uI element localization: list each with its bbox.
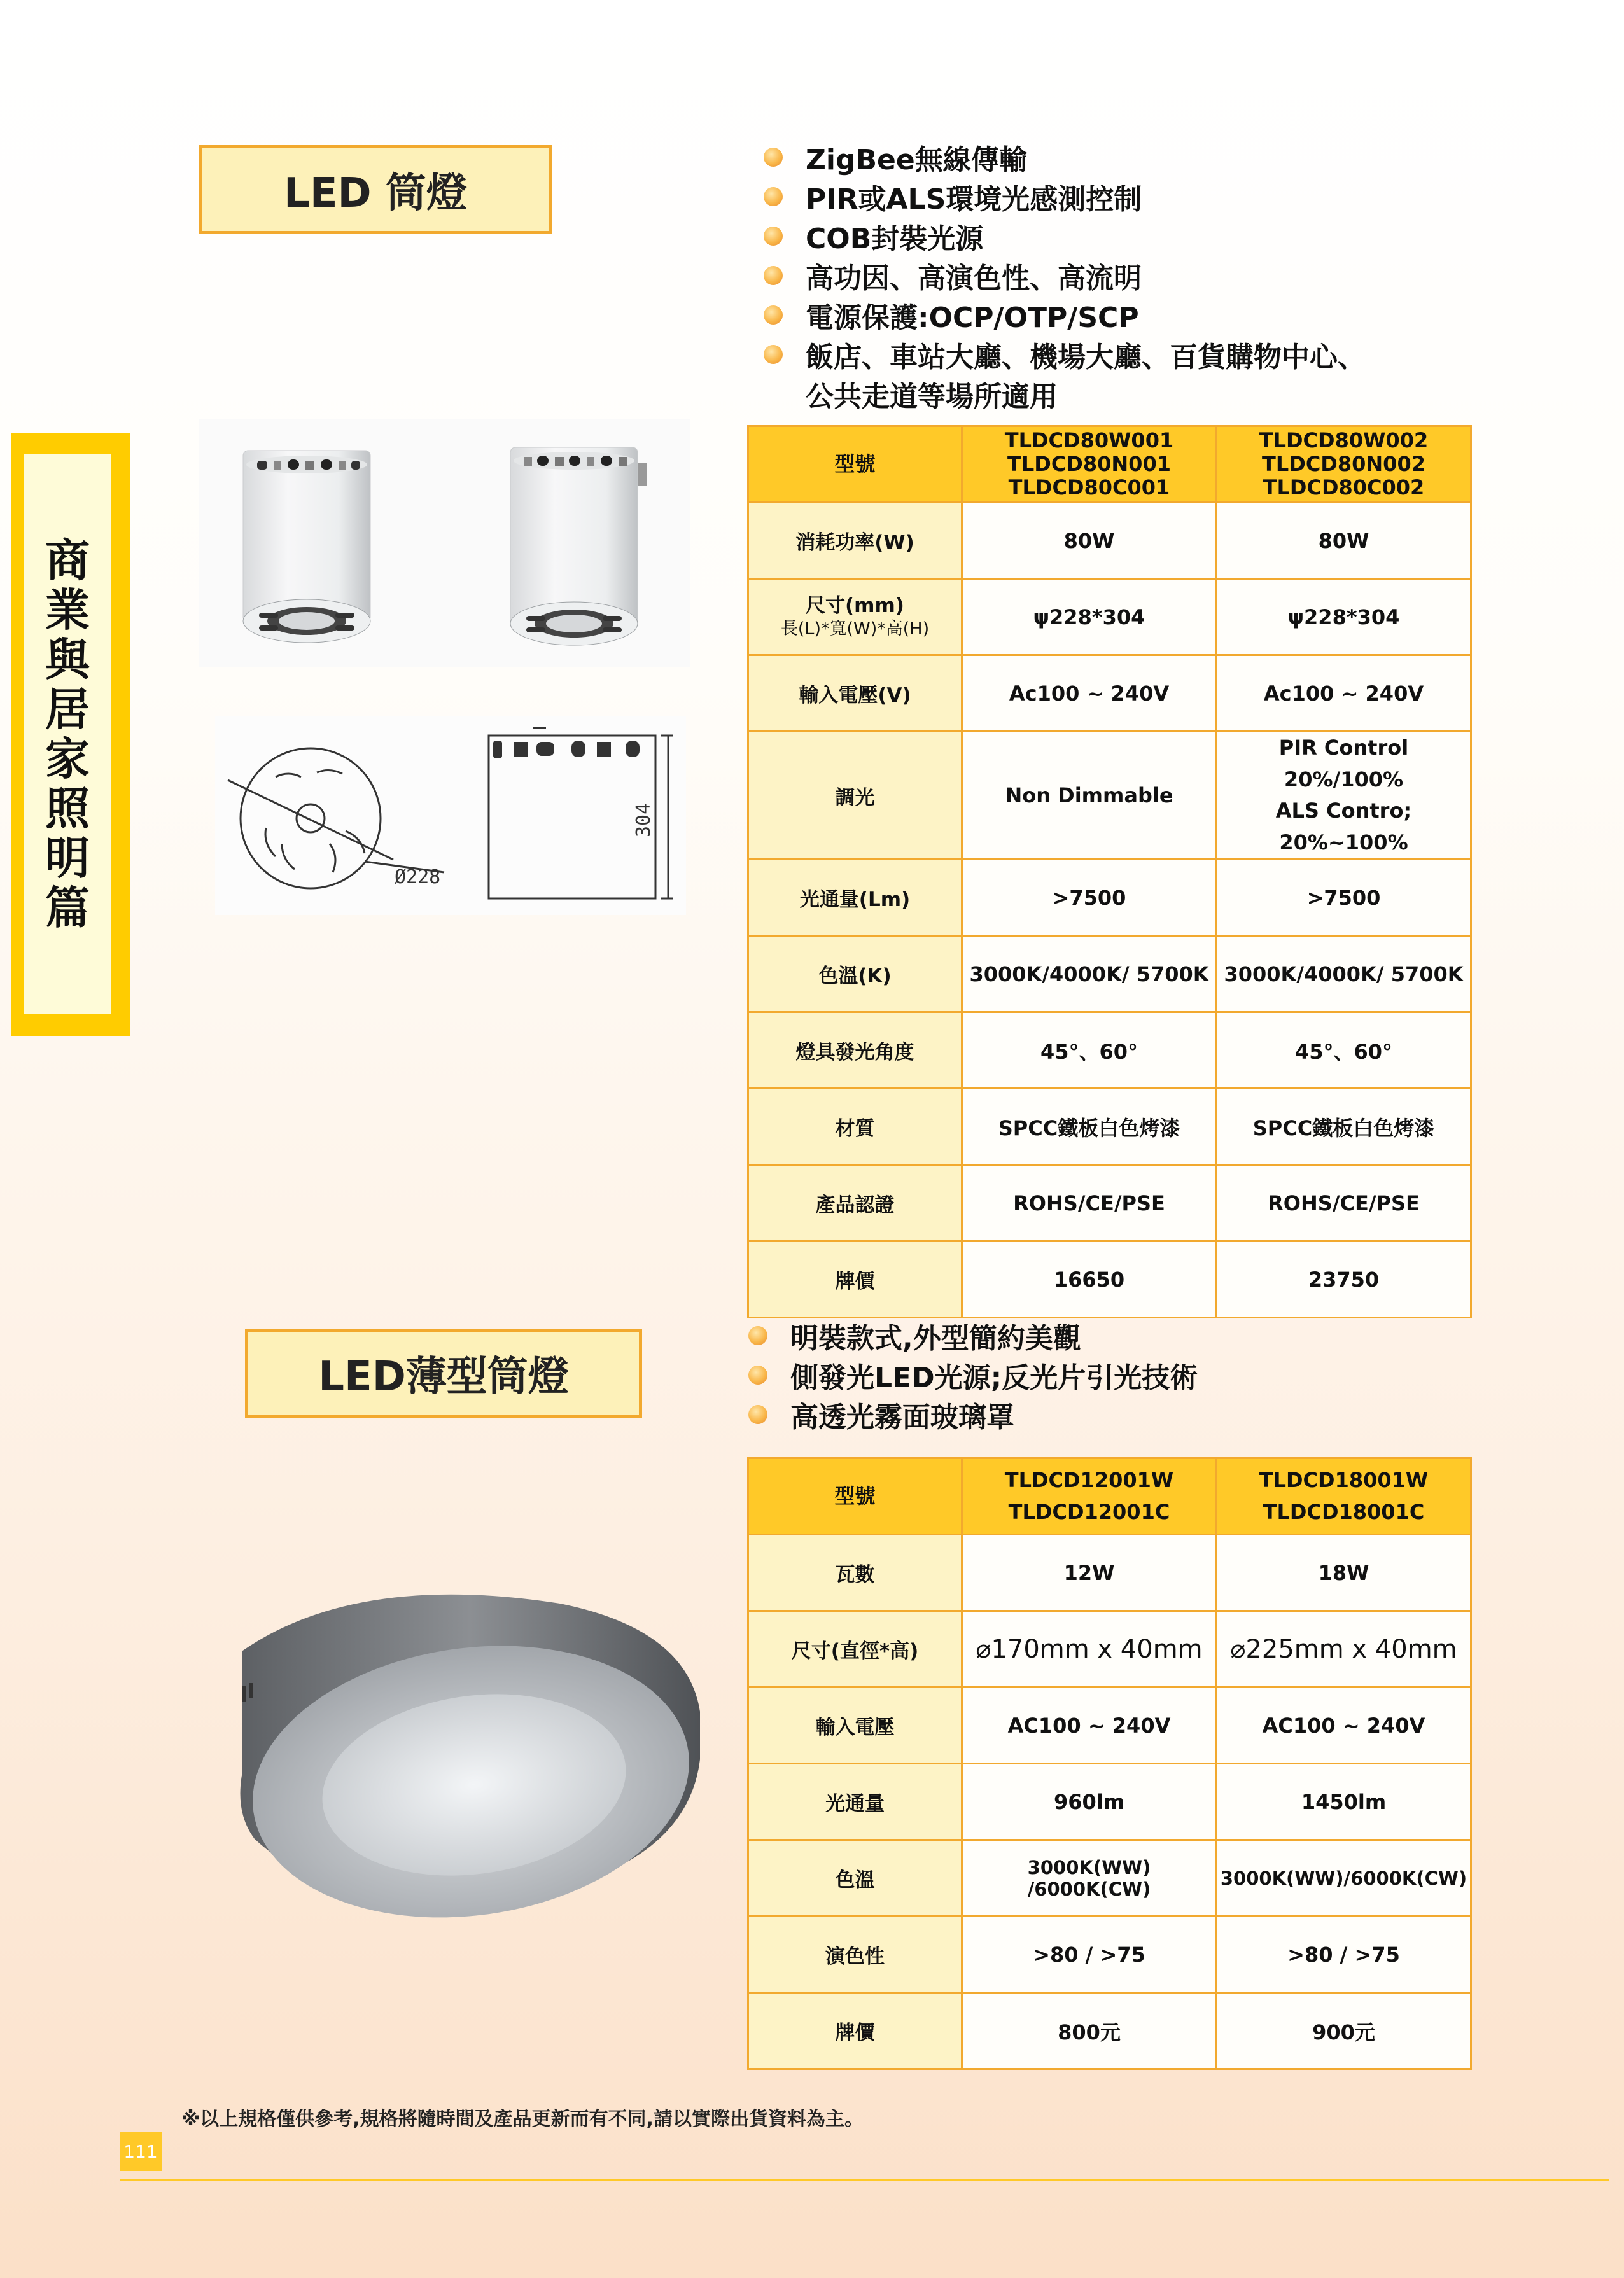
row-label: 色溫(K) <box>748 936 962 1012</box>
height-label: 304 <box>633 802 655 837</box>
table-row <box>748 1089 1471 1165</box>
page-number: 111 <box>120 2132 162 2171</box>
row-label: 色溫 <box>748 1840 962 1917</box>
row-label: 輸入電壓(V) <box>748 655 962 732</box>
cell-value: ψ228*304 <box>1217 579 1471 655</box>
row-label: 光通量 <box>748 1764 962 1840</box>
feature-item: 飯店、車站大廳、機場大廳、百貨購物中心、 <box>764 335 1366 374</box>
row-label: 牌價 <box>748 1993 962 2069</box>
table-row <box>748 1764 1471 1840</box>
cell-value: 3000K(WW)/6000K(CW) <box>1217 1840 1471 1917</box>
header-model-col2: TLDCD18001W TLDCD18001C <box>1217 1458 1471 1535</box>
sidebar-tab <box>11 433 130 1036</box>
table-row <box>748 1241 1471 1318</box>
sidebar-char: 篇 <box>45 881 90 934</box>
table-row <box>748 579 1471 655</box>
cell-value: Ac100 ~ 240V <box>962 655 1217 732</box>
table-row <box>748 1611 1471 1688</box>
bullet-icon <box>748 1326 767 1345</box>
sidebar-char: 商 <box>45 534 90 587</box>
bullet-icon <box>748 1405 767 1424</box>
cell-value: 12W <box>962 1535 1217 1611</box>
table-row <box>748 1688 1471 1764</box>
disclaimer-note: ※以上規格僅供參考,規格將隨時間及產品更新而有不同,請以實際出貨資料為主。 <box>181 2108 864 2130</box>
table-row <box>748 503 1471 579</box>
product-photo-slim-downlight <box>229 1565 713 1928</box>
feature-list <box>764 137 1366 414</box>
row-label: 燈具發光角度 <box>748 1012 962 1089</box>
cell-value: 23750 <box>1217 1241 1471 1318</box>
feature-item: PIR或ALS環境光感測控制 <box>764 177 1366 216</box>
sidebar-char: 家 <box>45 732 90 785</box>
feature-item: 電源保護:OCP/OTP/SCP <box>764 295 1366 335</box>
table-row <box>748 1165 1471 1241</box>
header-model-col2: TLDCD80W002 TLDCD80N002 TLDCD80C002 <box>1217 426 1471 503</box>
cell-value: AC100 ~ 240V <box>1217 1688 1471 1764</box>
header-model-label: 型號 <box>748 426 962 503</box>
table-row <box>748 732 1471 860</box>
cell-value: >7500 <box>962 860 1217 936</box>
table-row <box>748 1535 1471 1611</box>
sidebar-char: 居 <box>45 683 90 736</box>
sidebar-char: 照 <box>45 782 90 835</box>
cell-value: 3000K(WW) /6000K(CW) <box>962 1840 1217 1917</box>
spec-table-slim-downlight <box>747 1457 1472 2070</box>
cell-value: AC100 ~ 240V <box>962 1688 1217 1764</box>
cell-value: 45°、60° <box>962 1012 1217 1089</box>
cell-value: ψ228*304 <box>962 579 1217 655</box>
table-row <box>748 655 1471 732</box>
cell-value: 18W <box>1217 1535 1471 1611</box>
table-header-row <box>748 426 1471 503</box>
feature-item: 側發光LED光源;反光片引光技術 <box>748 1355 1198 1395</box>
row-label: 輸入電壓 <box>748 1688 962 1764</box>
sidebar-label <box>24 454 111 1014</box>
cell-value: Non Dimmable <box>962 732 1217 860</box>
sidebar-char: 業 <box>45 583 90 636</box>
spec-table-downlight <box>747 425 1472 1318</box>
cell-value: 45°、60° <box>1217 1012 1471 1089</box>
sidebar-char: 明 <box>45 832 90 884</box>
cell-value: >80 / >75 <box>1217 1917 1471 1993</box>
cell-value: SPCC鐵板白色烤漆 <box>1217 1089 1471 1165</box>
table-row <box>748 1917 1471 1993</box>
section-title-led-downlight: LED 筒燈 <box>199 145 552 234</box>
feature-list-slim <box>748 1316 1198 1434</box>
footer-divider <box>120 2179 1609 2181</box>
row-label: 光通量(Lm) <box>748 860 962 936</box>
cell-value: 960lm <box>962 1764 1217 1840</box>
cell-value: >80 / >75 <box>962 1917 1217 1993</box>
feature-item: 高功因、高演色性、高流明 <box>764 256 1366 295</box>
feature-item: ZigBee無線傳輸 <box>764 137 1366 177</box>
bullet-icon <box>748 1366 767 1385</box>
technical-drawing <box>215 716 686 915</box>
cell-value: 80W <box>1217 503 1471 579</box>
cell-value: 3000K/4000K/ 5700K <box>962 936 1217 1012</box>
product-photo-downlight <box>199 419 690 667</box>
row-label: 尺寸(直徑*高) <box>748 1611 962 1688</box>
cell-value: 1450lm <box>1217 1764 1471 1840</box>
bullet-icon <box>764 305 783 325</box>
downlight-right-image <box>510 447 647 645</box>
feature-item: 高透光霧面玻璃罩 <box>748 1395 1198 1434</box>
cell-value: 3000K/4000K/ 5700K <box>1217 936 1471 1012</box>
cell-value: ⌀170mm x 40mm <box>962 1611 1217 1688</box>
row-label: 消耗功率(W) <box>748 503 962 579</box>
row-label: 瓦數 <box>748 1535 962 1611</box>
cell-value: ROHS/CE/PSE <box>962 1165 1217 1241</box>
bullet-icon <box>764 266 783 285</box>
cell-value: 16650 <box>962 1241 1217 1318</box>
downlight-left-image <box>243 451 370 643</box>
table-row <box>748 936 1471 1012</box>
row-label: 材質 <box>748 1089 962 1165</box>
bullet-icon <box>764 148 783 167</box>
table-row <box>748 1840 1471 1917</box>
feature-item: COB封裝光源 <box>764 216 1366 256</box>
feature-item: 明裝款式,外型簡約美觀 <box>748 1316 1198 1355</box>
row-label: 牌價 <box>748 1241 962 1318</box>
table-row <box>748 1993 1471 2069</box>
cell-value: ⌀225mm x 40mm <box>1217 1611 1471 1688</box>
bullet-icon <box>764 187 783 206</box>
cell-value: >7500 <box>1217 860 1471 936</box>
header-model-col1: TLDCD80W001 TLDCD80N001 TLDCD80C001 <box>962 426 1217 503</box>
row-label: 產品認證 <box>748 1165 962 1241</box>
table-header-row <box>748 1458 1471 1535</box>
diameter-label: Ø228 <box>395 866 441 888</box>
cell-value: PIR Control 20%/100% ALS Contro; 20%~100% <box>1217 732 1471 860</box>
bullet-icon <box>764 227 783 246</box>
header-model-label: 型號 <box>748 1458 962 1535</box>
row-label: 調光 <box>748 732 962 860</box>
cell-value: 80W <box>962 503 1217 579</box>
section-title-led-slim-downlight: LED薄型筒燈 <box>245 1329 642 1418</box>
cell-value: SPCC鐵板白色烤漆 <box>962 1089 1217 1165</box>
cell-value: Ac100 ~ 240V <box>1217 655 1471 732</box>
sidebar-char: 與 <box>45 633 90 686</box>
header-model-col1: TLDCD12001W TLDCD12001C <box>962 1458 1217 1535</box>
feature-item-continuation: 公共走道等場所適用 <box>806 381 1058 413</box>
cell-value: 800元 <box>962 1993 1217 2069</box>
row-label: 演色性 <box>748 1917 962 1993</box>
row-label: 尺寸(mm) 長(L)*寬(W)*高(H) <box>748 579 962 655</box>
table-row <box>748 860 1471 936</box>
bullet-icon <box>764 345 783 364</box>
cell-value: 900元 <box>1217 1993 1471 2069</box>
cell-value: ROHS/CE/PSE <box>1217 1165 1471 1241</box>
table-row <box>748 1012 1471 1089</box>
